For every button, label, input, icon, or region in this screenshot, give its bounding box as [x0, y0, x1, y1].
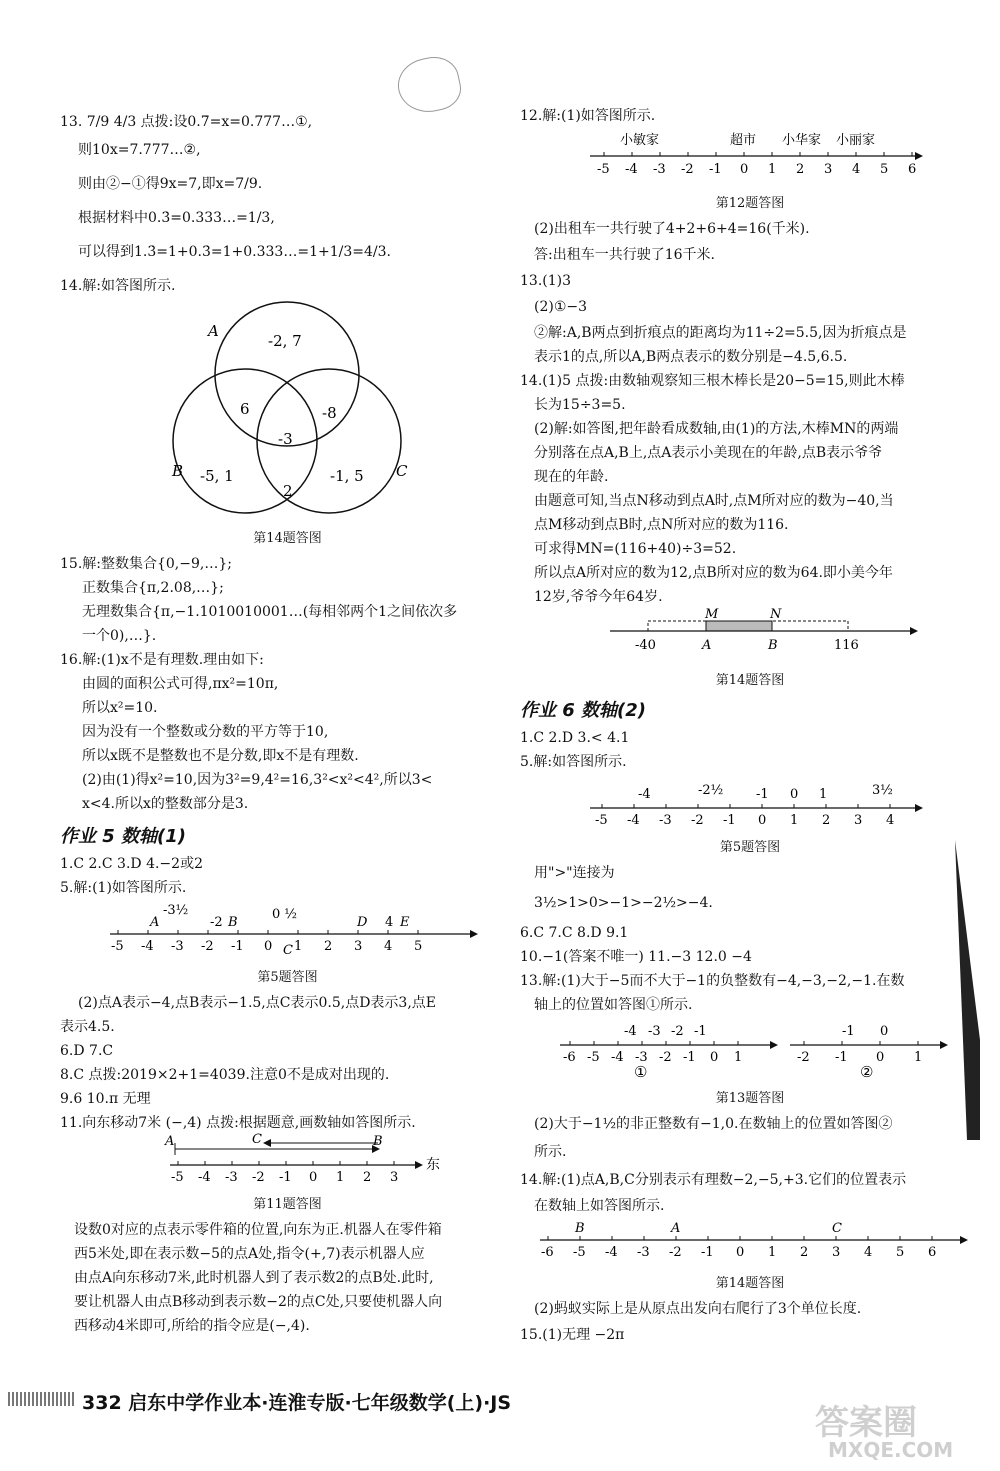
- text-line: 根据材料中0.3̇=0.333…=1/3,: [78, 210, 275, 226]
- number-line-5: [60, 898, 515, 985]
- point-e-label: E: [400, 915, 410, 930]
- tick-label: 0: [710, 1050, 719, 1065]
- tick-label: 4: [886, 813, 895, 828]
- tick-label: -4: [611, 1050, 624, 1065]
- tick-label: -1: [701, 1245, 714, 1260]
- text-line: (2)解:如答图,把年龄看成数轴,由(1)的方法,木棒MN的两端: [534, 421, 899, 437]
- top-value: -2½: [698, 783, 724, 798]
- tick-label: -1: [683, 1050, 696, 1065]
- text-line: 8.C 点拨:2019×2+1=4039.注意0不是成对出现的.: [60, 1067, 390, 1083]
- barcode-strip: [8, 1392, 74, 1406]
- point-b-value: -2: [210, 915, 223, 930]
- text-line: 则10x=7.777…②,: [78, 142, 201, 158]
- point-e-value: 4: [385, 915, 394, 930]
- point-b-label: B: [768, 638, 778, 653]
- tick-label: -5: [595, 813, 608, 828]
- top-value: 1: [819, 787, 828, 802]
- tick-label: 1: [336, 1170, 345, 1185]
- text-line: 设数0对应的点表示零件箱的位置,向东为正.机器人在零件箱: [74, 1222, 442, 1238]
- figure-caption: 第13题答图: [715, 1091, 785, 1106]
- watermark-url: MXQE.COM: [828, 1438, 954, 1462]
- text-line: 12.解:(1)如答图所示.: [520, 108, 656, 124]
- text-line: 12岁,爷爷今年64岁.: [534, 589, 663, 605]
- tick-label: -5: [573, 1245, 586, 1260]
- tick-label: -3: [637, 1245, 650, 1260]
- top-value: -1: [694, 1024, 707, 1039]
- tick-label: 2: [324, 939, 333, 954]
- tick-label: 4: [384, 939, 393, 954]
- text-line: 6.D 7.C: [60, 1043, 114, 1059]
- tick-label: 2: [796, 162, 805, 177]
- text-line: 1.C 2.D 3.< 4.1: [520, 730, 630, 746]
- label-xiaomin: 小敏家: [620, 133, 660, 148]
- text-line: 3½>1>0>−1>−2½>−4.: [534, 895, 713, 911]
- text-line: 要让机器人由点B移动到表示数−2的点C处,只要使机器人向: [74, 1294, 443, 1310]
- tick-label: 5: [414, 939, 423, 954]
- point-b-label: B: [373, 1134, 383, 1149]
- point-n-label: N: [770, 607, 782, 622]
- text-line: 无理数集合{π,−1.1010010001…(每相邻两个1之间依次多: [82, 604, 458, 620]
- top-value: 3½: [872, 783, 893, 798]
- point-b-label: B: [228, 915, 238, 930]
- text-line: 所以点A所对应的数为12,点B所对应的数为64.即小美今年: [534, 565, 893, 581]
- venn-label-a: A: [208, 322, 219, 340]
- east-label: 东: [426, 1157, 440, 1173]
- tick-label: -1: [279, 1170, 292, 1185]
- tick-label: -3: [635, 1050, 648, 1065]
- point-a-label: A: [165, 1134, 175, 1149]
- figure-caption: 第14题答图: [715, 1276, 785, 1291]
- tick-label: 4: [864, 1245, 873, 1260]
- tick-label: -2: [659, 1050, 672, 1065]
- tick-label: -5: [111, 939, 124, 954]
- tick-label: -5: [597, 162, 610, 177]
- tick-label: -2: [201, 939, 214, 954]
- text-line: 分别落在点A,B上,点A表示小美现在的年龄,点B表示爷爷: [534, 445, 883, 461]
- tick-label: -2: [681, 162, 694, 177]
- left-value: -40: [635, 638, 656, 653]
- top-value: -2: [671, 1024, 684, 1039]
- tick-label: 0: [264, 939, 273, 954]
- top-value: 0: [880, 1024, 889, 1039]
- text-line: 11.向东移动7米 (−,4) 点拨:根据题意,画数轴如答图所示.: [60, 1115, 416, 1131]
- text-line: 10.−1(答案不唯一) 11.−3 12.0 −4: [520, 949, 752, 965]
- footer-title: 332 启东中学作业本·连淮专版·七年级数学(上)·JS: [82, 1392, 512, 1414]
- watermark: 答案圈: [815, 1403, 917, 1443]
- top-value: -3: [648, 1024, 661, 1039]
- tick-label: -4: [198, 1170, 211, 1185]
- top-value: -1: [842, 1024, 855, 1039]
- number-line-13: [520, 1015, 980, 1106]
- venn-bc: 2: [283, 482, 293, 500]
- text-line: 由题意可知,当点N移动到点A时,点M所对应的数为−40,当: [534, 493, 894, 509]
- sub-label-1: ①: [634, 1063, 648, 1081]
- tick-label: 6: [928, 1245, 937, 1260]
- venn-ac: -8: [322, 404, 337, 422]
- point-c-value: 0 ½: [272, 907, 298, 922]
- text-line: 13.(1)3: [520, 273, 572, 289]
- point-b-label: B: [575, 1221, 585, 1236]
- text-line: 5.解:如答图所示.: [520, 754, 627, 770]
- text-line: 用">"连接为: [534, 865, 615, 881]
- text-line: 可以得到1.3̇=1+0.3̇=1+0.333…=1+1/3=4/3.: [78, 244, 391, 260]
- text-line: 表示1的点,所以A,B两点表示的数分别是−4.5,6.5.: [534, 349, 848, 365]
- tick-label: 1: [768, 162, 777, 177]
- figure-caption: 第12题答图: [715, 196, 785, 211]
- tick-label: -2: [797, 1050, 810, 1065]
- tick-label: 2: [800, 1245, 809, 1260]
- text-line: 现在的年龄.: [534, 469, 609, 485]
- text-line: 点M移动到点B时,点N所对应的数为116.: [534, 517, 789, 533]
- figure-caption: 第11题答图: [253, 1197, 322, 1212]
- text-line: 在数轴上如答图所示.: [534, 1198, 665, 1214]
- section-heading: 作业 5 数轴(1): [60, 826, 187, 847]
- venn-label-c: C: [396, 462, 408, 480]
- tick-label: -1: [231, 939, 244, 954]
- text-line: 由点A向东移动7米,此时机器人到了表示数2的点B处.此时,: [74, 1270, 434, 1286]
- right-column: [520, 100, 980, 1345]
- tick-label: -1: [723, 813, 736, 828]
- right-value: 116: [834, 638, 859, 653]
- text-line: 13. 7/9 4/3 点拨:设0.7̇=x=0.777…①,: [60, 114, 313, 130]
- label-xiaoli: 小丽家: [836, 133, 876, 148]
- tick-label: -5: [171, 1170, 184, 1185]
- text-line: 16.解:(1)x不是有理数.理由如下:: [60, 652, 264, 668]
- text-line: 6.C 7.C 8.D 9.1: [520, 925, 629, 941]
- tick-label: 5: [896, 1245, 905, 1260]
- tick-label: -6: [541, 1245, 554, 1260]
- text-line: 则由②−①得9x=7,即x=7/9.: [78, 176, 263, 192]
- tick-label: -4: [141, 939, 154, 954]
- figure-caption: 第14题答图: [253, 531, 322, 546]
- text-line: (2)点A表示−4,点B表示−1.5,点C表示0.5,点D表示3,点E: [78, 995, 436, 1011]
- figure-caption: 第5题答图: [719, 840, 781, 855]
- number-line-12: [520, 126, 980, 211]
- text-line: 由圆的面积公式可得,πx²=10π,: [82, 676, 279, 692]
- venn-diagram: [60, 296, 515, 546]
- tick-label: -3: [171, 939, 184, 954]
- tick-label: -4: [625, 162, 638, 177]
- number-line-14-age: [520, 607, 980, 688]
- tick-label: 2: [363, 1170, 372, 1185]
- tick-label: 3: [354, 939, 363, 954]
- point-m-label: M: [705, 607, 719, 622]
- tick-label: -6: [563, 1050, 576, 1065]
- text-line: 所示.: [534, 1144, 567, 1160]
- text-line: 轴上的位置如答图①所示.: [534, 997, 693, 1013]
- text-line: 可求得MN=(116+40)÷3=52.: [534, 541, 737, 557]
- sub-label-2: ②: [860, 1063, 874, 1081]
- tick-label: 1: [294, 939, 303, 954]
- tick-label: -5: [587, 1050, 600, 1065]
- tick-label: 3: [390, 1170, 399, 1185]
- point-a-label: A: [671, 1221, 681, 1236]
- tick-label: -3: [653, 162, 666, 177]
- text-line: 所以x²=10.: [82, 700, 158, 716]
- text-line: (2)蚂蚁实际上是从原点出发向右爬行了3个单位长度.: [534, 1301, 862, 1317]
- tick-label: -4: [627, 813, 640, 828]
- top-value: -4: [638, 787, 651, 802]
- text-line: (2)出租车一共行驶了4+2+6+4=16(千米).: [534, 221, 810, 237]
- text-line: 14.(1)5 点拨:由数轴观察知三根木棒长是20−5=15,则此木棒: [520, 373, 905, 389]
- number-line-5b: [520, 772, 980, 855]
- tick-label: 0: [876, 1050, 885, 1065]
- text-line: ②解:A,B两点到折痕点的距离均为11÷2=5.5,因为折痕点是: [534, 325, 907, 341]
- text-line: 13.解:(1)大于−5而不大于−1的负整数有−4,−3,−2,−1.在数: [520, 973, 905, 989]
- text-line: 14.解:(1)点A,B,C分别表示有理数−2,−5,+3.它们的位置表示: [520, 1172, 907, 1188]
- tick-label: 0: [758, 813, 767, 828]
- venn-c-only: -1, 5: [330, 467, 364, 485]
- tick-label: 0: [740, 162, 749, 177]
- number-line-11: [60, 1133, 515, 1212]
- tick-label: -4: [605, 1245, 618, 1260]
- text-line: 西5米处,即在表示数−5的点A处,指令(+,7)表示机器人应: [74, 1246, 425, 1262]
- figure-caption: 第14题答图: [715, 673, 785, 688]
- answers-15-16: [60, 554, 515, 814]
- point-a-label: A: [702, 638, 712, 653]
- number-line-14b: [520, 1216, 980, 1291]
- top-value: 0: [790, 787, 799, 802]
- text-line: (2)由(1)得x²=10,因为3²=9,4²=16,3²<x²<4²,所以3<: [82, 772, 433, 788]
- venn-b-only: -5, 1: [200, 467, 234, 485]
- text-line: 西移动4米即可,所给的指令应是(−,4).: [74, 1318, 310, 1334]
- point-d-label: D: [357, 915, 368, 930]
- tick-label: -3: [225, 1170, 238, 1185]
- tick-label: 1: [914, 1050, 923, 1065]
- text-line: 5.解:(1)如答图所示.: [60, 880, 187, 896]
- tick-label: 4: [852, 162, 861, 177]
- figure-caption: 第5题答图: [257, 970, 318, 985]
- tick-label: 1: [790, 813, 799, 828]
- text-line: 因为没有一个整数或分数的平方等于10,: [82, 724, 329, 740]
- page-edge-shadow: [955, 840, 980, 1140]
- point-c-label: C: [832, 1221, 842, 1236]
- text-line: 9.6 10.π 无理: [60, 1091, 151, 1107]
- text-line: x<4.所以x的整数部分是3.: [82, 796, 249, 812]
- tick-label: -2: [669, 1245, 682, 1260]
- text-line: 1.C 2.C 3.D 4.−2或2: [60, 856, 203, 872]
- text-line: 答:出租车一共行驶了16千米.: [534, 247, 715, 263]
- text-line: (2)大于−1½的非正整数有−1,0.在数轴上的位置如答图②: [534, 1116, 893, 1132]
- tick-label: -2: [691, 813, 704, 828]
- top-value: -4: [624, 1024, 637, 1039]
- text-line: 一个0),…}.: [82, 628, 157, 644]
- tick-label: -2: [252, 1170, 265, 1185]
- tick-label: -1: [835, 1050, 848, 1065]
- label-supermarket: 超市: [730, 133, 757, 148]
- point-c-label: C: [283, 943, 293, 958]
- point-a-value: -3½: [163, 903, 189, 918]
- text-line: 15.(1)无理 −2π: [520, 1327, 625, 1343]
- text-line: 15.解:整数集合{0,−9,…};: [60, 556, 232, 572]
- section-heading: 作业 6 数轴(2): [520, 700, 647, 721]
- text-line: 表示4.5.: [60, 1019, 115, 1035]
- tick-label: 0: [736, 1245, 745, 1260]
- label-xiaohua: 小华家: [782, 133, 822, 148]
- tick-label: 3: [824, 162, 833, 177]
- top-value: -1: [756, 787, 769, 802]
- text-line: 长为15÷3=5.: [534, 397, 626, 413]
- tick-label: 0: [309, 1170, 318, 1185]
- point-c-label: C: [252, 1133, 262, 1147]
- tick-label: 3: [854, 813, 863, 828]
- tick-label: 5: [880, 162, 889, 177]
- venn-label-b: B: [172, 462, 184, 480]
- point-a-label: A: [150, 915, 160, 930]
- tick-label: 2: [822, 813, 831, 828]
- text-line: 所以x既不是整数也不是分数,即x不是有理数.: [82, 748, 359, 764]
- tick-label: 3: [832, 1245, 841, 1260]
- venn-a-only: -2, 7: [268, 332, 302, 350]
- left-column: [60, 100, 515, 1336]
- tick-label: 1: [768, 1245, 777, 1260]
- text-line: (2)①−3: [534, 299, 588, 315]
- venn-abc: -3: [278, 430, 293, 448]
- tick-label: 1: [734, 1050, 743, 1065]
- tick-label: -1: [709, 162, 722, 177]
- text-line: 正数集合{π,2.08,…};: [82, 580, 224, 596]
- text-line: 14.解:如答图所示.: [60, 278, 176, 294]
- venn-ab: 6: [240, 400, 250, 418]
- tick-label: 6: [908, 162, 917, 177]
- tick-label: -3: [659, 813, 672, 828]
